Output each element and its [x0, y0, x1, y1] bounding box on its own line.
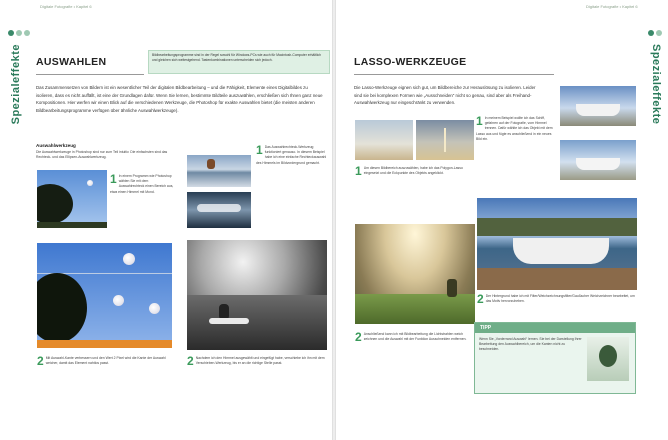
- wave-splash: [209, 318, 249, 324]
- step-2-text: Anschließend kann ich mit Bildbearbeitung die Lichtstrahlen weich zeichnen und die Auswahl mit der Funktion Ausschneiden entfernen.: [363, 332, 467, 342]
- info-box: Bildbearbeitungsprogramme sind in der Regel sowohl für Windows-PCs wie auch für Macintosh-Computer erhältlich und gleichen sich weitestgehend. Tastenkombinationen unterscheiden sich jedoch.: [148, 50, 330, 74]
- sea: [187, 295, 327, 350]
- surfer-photo: [187, 240, 327, 350]
- step-number: 2: [187, 354, 194, 368]
- step-2-right: [477, 294, 637, 305]
- tip-box: [474, 322, 636, 394]
- moon: [123, 253, 135, 265]
- step-number: 1: [355, 164, 362, 178]
- step-1-top-text: In meinem Beispiel wollte ich das Schiff, gefahren auf der Fotografie, vom Himmel trennen. Dafür wählte ich das Objekt mit dem Lasso aus und fügte es anschließend in ein neues Bild ein.: [476, 116, 553, 141]
- section-dot: [16, 30, 22, 36]
- sky-tree-photo: [37, 170, 107, 228]
- light-ray: [444, 128, 446, 152]
- step-1: [110, 174, 174, 195]
- step-2: [37, 356, 172, 367]
- boat: [576, 104, 620, 116]
- step-2: [355, 332, 475, 343]
- step-1-right-text: Das Auswahlrechteck-Werkzeug funktioniert genauso. In diesem Beispiel habe ich eine einfache Rechteckauswahl des Himmels im Bildvordergrund gemacht.: [256, 145, 327, 165]
- section-dot: [8, 30, 14, 36]
- step-number: 2: [355, 330, 362, 344]
- page-title: LASSO-WERKZEUGE: [354, 56, 467, 68]
- running-head: Digitale Fotografie • Kapitel 6: [586, 4, 638, 9]
- section-dot: [648, 30, 654, 36]
- step-1-right: [256, 145, 328, 166]
- running-head: Digitale Fotografie • Kapitel 6: [40, 4, 92, 9]
- column-text: Die Auswahlwerkzeuge in Photoshop sind nur zum Teil intuitiv. Die einfachsten sind das Rechteck- und das Ellipsen-Auswahlwerkzeug.: [36, 150, 168, 160]
- intro-text: Das Zusammensetzen von Bildern ist ein wesentlicher Teil der digitalen Bildbearbeitung – und die Fähigkeit, Elemente eines Digitalbildes zu isolieren, dass es nicht auffällt, ist eine der Grundlagen dafür. Wenn Sie lernen, bestimmte Bildteile auszuwählen, erschließen sich Ihnen ganz neue Kompositionen. Hier werfen wir einen Blick auf die verschiedenen Werkzeuge, die Photoshop für exakte Auswahlen bietet (die meisten anderen Bildbearbeitungsprogramme verfügen über ähnliche Auswahlwerkzeuge).: [36, 85, 323, 113]
- moons-photo: [37, 243, 172, 348]
- step-number: 1: [110, 172, 117, 186]
- step-number: 1: [476, 114, 483, 128]
- hills: [477, 218, 637, 236]
- tree-silhouette: [37, 184, 73, 224]
- light-streak: [197, 204, 241, 212]
- ground: [37, 222, 107, 228]
- step-number: 2: [477, 292, 484, 306]
- surfer-photo-small: [187, 155, 251, 187]
- clouds-photo-2: [416, 120, 474, 160]
- step-2-right-text: Der Hintergrund habe ich mit Filter/Weichzeichnungsfilter/Gaußscher Weichzeichner bearbeitet, um das Motiv hervorzuheben.: [485, 294, 635, 304]
- page-title: AUSWAHLEN: [36, 56, 107, 68]
- boat: [513, 238, 609, 264]
- moon: [113, 295, 124, 306]
- step-1-text: In einem Programm wie Photoshop wählen Sie mit dem Auswahlrechteck einen Bereich aus, etwa einen Himmel mit Mond.: [110, 174, 174, 194]
- field: [355, 294, 475, 324]
- section-dot: [656, 30, 662, 36]
- section-dot: [24, 30, 30, 36]
- title-rule: [354, 74, 554, 75]
- step-number: 2: [37, 354, 44, 368]
- surfer-figure: [207, 159, 215, 169]
- moon: [149, 303, 160, 314]
- tip-image-figure: [599, 345, 617, 367]
- step-1-text: Um diesen Bildbereich auszuwählen, habe ich das Polygon-Lasso eingesetzt und die Eckpunkte des Objekts angeklickt.: [363, 166, 463, 176]
- step-number: 1: [256, 143, 263, 157]
- section-dots: [8, 30, 30, 36]
- moon: [87, 180, 93, 186]
- boat-photo-2: [560, 140, 636, 180]
- step-1-top: [476, 116, 556, 142]
- boat-photo-1: [560, 86, 636, 126]
- light-rays-photo: [355, 224, 475, 324]
- section-dots: [648, 30, 662, 36]
- step-2-right: [187, 356, 327, 367]
- tip-text: Wenn Sie „Vorderrand Auswahl“ lernen. Sie bei der Darstellung Ihrer Bearbeitung den Auswahlbereich, um die Kanten nicht zu beschneiden.: [479, 337, 582, 352]
- waves-photo-small: [187, 192, 251, 228]
- step-1: [355, 166, 473, 177]
- tree-silhouette: [37, 273, 87, 343]
- step-2-text: Mit Auswahl-Kante verbessern und den Wert 2 Pixel wird die Kante der Auswahl weicher, damit das Element nahtlos passt.: [45, 356, 166, 366]
- tip-image: [587, 337, 629, 381]
- left-page: [0, 0, 332, 440]
- title-rule: [36, 74, 144, 75]
- side-tab: Spezialeffekte: [10, 44, 22, 125]
- tree: [447, 279, 457, 297]
- step-2-right-text: Nachdem ich den Himmel ausgewählt und eingefügt habe, verschiebe ich ihn mit dem Verschieben-Werkzeug, bis er an die richtige Stelle passt.: [195, 356, 325, 366]
- intro-text: Die Lasso-Werkzeuge eignen sich gut, um Bildbereiche zur Herauslösung zu isolieren. Leider sind sie bei komplexen Formen wie „Ausschneiden“ nicht so genau, sind aber als Freihand-Auswahlwerkzeug nur eingeschränkt zu verwenden.: [354, 85, 536, 106]
- clouds-photo-1: [355, 120, 413, 160]
- boat: [576, 158, 620, 170]
- boat-photo-large: [477, 198, 637, 290]
- shore: [477, 268, 637, 290]
- subheading: Auswahlwerkzeug: [36, 143, 76, 148]
- horizon-band: [37, 340, 172, 348]
- side-tab: Spezialeffekte: [650, 44, 662, 125]
- tip-title: TIPP: [475, 323, 635, 333]
